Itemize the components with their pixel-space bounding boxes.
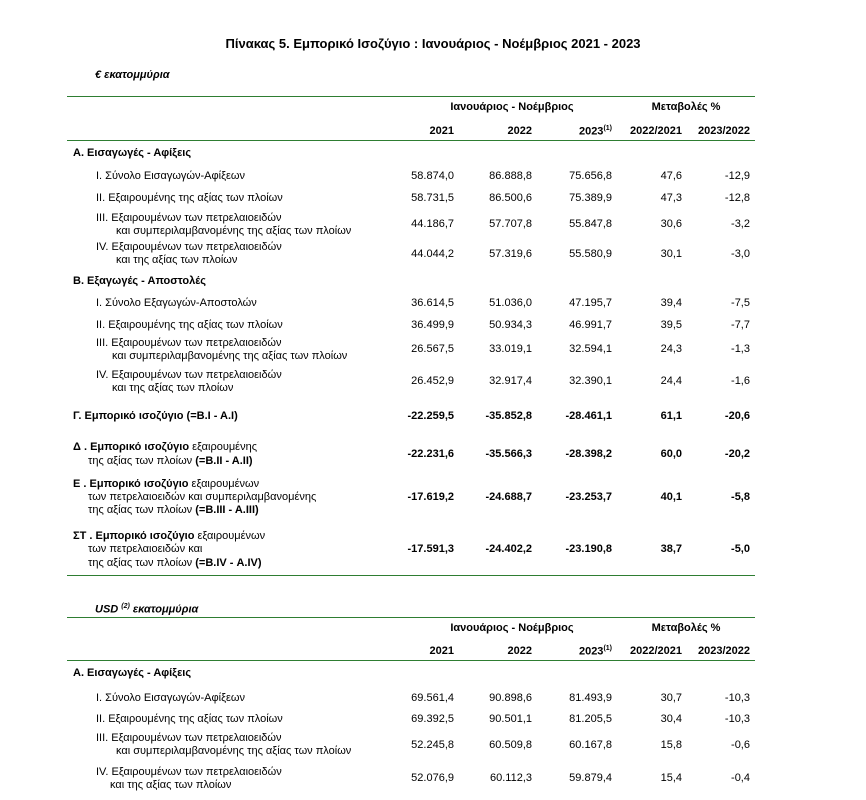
cell: 90.898,6 <box>489 692 532 704</box>
row-label-e-line2: των πετρελαιοειδών και συμπεριλαμβανομένης <box>88 491 317 503</box>
cell: -20,2 <box>724 448 750 460</box>
cell: 52.245,8 <box>411 739 454 751</box>
cell: 32.390,1 <box>569 375 612 387</box>
cell: 46.991,7 <box>569 319 612 331</box>
cell: 57.319,6 <box>489 248 532 260</box>
cell: 30,6 <box>660 218 682 230</box>
cell: 36.499,9 <box>411 319 454 331</box>
row-label-d-line2: της αξίας των πλοίων (=Β.ΙΙ - Α.ΙΙ) <box>88 455 253 467</box>
cell: -22.259,5 <box>407 410 454 422</box>
col-2023-usd: 2023$^{(1)}$ <box>578 645 612 658</box>
cell: -10,3 <box>724 713 750 725</box>
row-label: ΙΙ. Εξαιρουμένης της αξίας των πλοίων <box>96 319 283 331</box>
cell: 40,1 <box>660 491 682 503</box>
cell: -1,6 <box>731 375 750 387</box>
cell: 69.392,5 <box>411 713 454 725</box>
period-header-eur: Ιανουάριος - Νοέμβριος <box>450 101 574 113</box>
row-label: ΙΙ. Εξαιρουμένης της αξίας των πλοίων <box>96 713 283 725</box>
cell: -23.253,7 <box>565 491 612 503</box>
rule-bottom-eur <box>67 575 755 576</box>
cell: -5,0 <box>731 543 750 555</box>
cell: -20,6 <box>724 410 750 422</box>
cell: -12,8 <box>724 192 750 204</box>
row-label-st-line3: της αξίας των πλοίων (=Β.IV - Α.IV) <box>88 557 262 569</box>
cell: 60,0 <box>660 448 682 460</box>
period-header-usd: Ιανουάριος - Νοέμβριος <box>450 622 574 634</box>
col-change1-eur: 2022/2021 <box>630 125 682 137</box>
row-label: και συμπεριλαμβανομένης της αξίας των πλοίων <box>116 225 352 237</box>
cell: 55.847,8 <box>569 218 612 230</box>
rule-header-usd <box>67 660 755 661</box>
change-header-usd: Μεταβολές % <box>651 622 721 634</box>
cell: -35.566,3 <box>485 448 532 460</box>
cell: 24,4 <box>660 375 682 387</box>
cell: -28.398,2 <box>565 448 612 460</box>
cell: 59.879,4 <box>569 772 612 784</box>
col-change2-usd: 2023/2022 <box>698 645 750 657</box>
cell: -17.619,2 <box>407 491 454 503</box>
cell: 55.580,9 <box>569 248 612 260</box>
cell: 47,3 <box>660 192 682 204</box>
cell: -7,5 <box>731 297 750 309</box>
cell: 50.934,3 <box>489 319 532 331</box>
cell: -7,7 <box>731 319 750 331</box>
cell: -3,2 <box>731 218 750 230</box>
cell: 47,6 <box>660 170 682 182</box>
rule-header-eur <box>67 140 755 141</box>
cell: -12,9 <box>724 170 750 182</box>
cell: 26.567,5 <box>411 343 454 355</box>
section-b-eur: Β. Εξαγωγές - Αποστολές <box>73 275 206 287</box>
cell: -22.231,6 <box>407 448 454 460</box>
cell: 52.076,9 <box>411 772 454 784</box>
row-label: Ι. Σύνολο Εξαγωγών-Αποστολών <box>96 297 257 309</box>
table-title: Πίνακας 5. Εμπορικό Ισοζύγιο : Ιανουάριος - Νοέμβριος 2021 - 2023 <box>225 36 641 51</box>
col-2021-usd: 2021 <box>429 645 454 657</box>
cell: 81.493,9 <box>569 692 612 704</box>
cell: -1,3 <box>731 343 750 355</box>
cell: 36.614,5 <box>411 297 454 309</box>
cell: 24,3 <box>660 343 682 355</box>
cell: -24.688,7 <box>485 491 532 503</box>
cell: 47.195,7 <box>569 297 612 309</box>
cell: 44.044,2 <box>411 248 454 260</box>
cell: 86.888,8 <box>489 170 532 182</box>
cell: 30,1 <box>660 248 682 260</box>
cell: 60.509,8 <box>489 739 532 751</box>
cell: 39,4 <box>660 297 682 309</box>
row-label: και της αξίας των πλοίων <box>116 254 238 266</box>
cell: -35.852,8 <box>485 410 532 422</box>
cell: 60.167,8 <box>569 739 612 751</box>
cell: 69.561,4 <box>411 692 454 704</box>
cell: 30,7 <box>660 692 682 704</box>
col-change1-usd: 2022/2021 <box>630 645 682 657</box>
cell: -28.461,1 <box>565 410 612 422</box>
cell: -5,8 <box>731 491 750 503</box>
row-label: IV. Εξαιρουμένων των πετρελαιοειδών <box>96 241 282 253</box>
cell: -3,0 <box>731 248 750 260</box>
row-label-e-line3: της αξίας των πλοίων (=Β.ΙΙΙ - Α.ΙΙΙ) <box>88 504 259 516</box>
cell: 33.019,1 <box>489 343 532 355</box>
cell: 38,7 <box>660 543 682 555</box>
col-change2-eur: 2023/2022 <box>698 125 750 137</box>
col-2021-eur: 2021 <box>429 125 454 137</box>
row-label: ΙΙΙ. Εξαιρουμένων των πετρελαιοειδών <box>96 212 282 224</box>
rule-top-eur <box>67 96 755 97</box>
section-a-usd: Α. Εισαγωγές - Αφίξεις <box>73 667 192 679</box>
cell: 32.594,1 <box>569 343 612 355</box>
row-label: και συμπεριλαμβανομένης της αξίας των πλοίων <box>116 745 352 757</box>
cell: -23.190,8 <box>565 543 612 555</box>
cell: 57.707,8 <box>489 218 532 230</box>
row-label: ΙΙ. Εξαιρουμένης της αξίας των πλοίων <box>96 192 283 204</box>
col-2022-eur: 2022 <box>507 125 532 137</box>
cell: 26.452,9 <box>411 375 454 387</box>
cell: 58.874,0 <box>411 170 454 182</box>
col-2023-eur: 2023$^{(1)}$ <box>578 125 612 138</box>
cell: 15,4 <box>660 772 682 784</box>
cell: 39,5 <box>660 319 682 331</box>
cell: -24.402,2 <box>485 543 532 555</box>
rule-top-usd <box>67 617 755 618</box>
cell: 81.205,5 <box>569 713 612 725</box>
section-a-eur: Α. Εισαγωγές - Αφίξεις <box>73 147 192 159</box>
cell: -17.591,3 <box>407 543 454 555</box>
row-label-d: Δ . Εμπορικό ισοζύγιο εξαιρουμένης <box>73 441 257 453</box>
row-label-st-line2: των πετρελαιοειδών και <box>88 543 203 555</box>
cell: 58.731,5 <box>411 192 454 204</box>
cell: -0,6 <box>731 739 750 751</box>
row-label-st: ΣΤ . Εμπορικό ισοζύγιο εξαιρουμένων <box>73 530 266 542</box>
cell: 75.389,9 <box>569 192 612 204</box>
cell: 51.036,0 <box>489 297 532 309</box>
cell: 44.186,7 <box>411 218 454 230</box>
row-label: και της αξίας των πλοίων <box>112 382 234 394</box>
cell: 75.656,8 <box>569 170 612 182</box>
cell: -10,3 <box>724 692 750 704</box>
row-label-g: Γ. Εμπορικό ισοζύγιο (=Β.Ι - Α.Ι) <box>73 410 238 422</box>
cell: 32.917,4 <box>489 375 532 387</box>
cell: 30,4 <box>660 713 682 725</box>
row-label: Ι. Σύνολο Εισαγωγών-Αφίξεων <box>96 170 245 182</box>
row-label: ΙΙΙ. Εξαιρουμένων των πετρελαιοειδών <box>96 732 282 744</box>
cell: -0,4 <box>731 772 750 784</box>
cell: 15,8 <box>660 739 682 751</box>
cell: 61,1 <box>660 410 682 422</box>
row-label: ΙΙΙ. Εξαιρουμένων των πετρελαιοειδών <box>96 337 282 349</box>
row-label: IV. Εξαιρουμένων των πετρελαιοειδών <box>96 369 282 381</box>
row-label: IV. Εξαιρουμένων των πετρελαιοειδών <box>96 766 282 778</box>
cell: 90.501,1 <box>489 713 532 725</box>
cell: 86.500,6 <box>489 192 532 204</box>
row-label: και συμπεριλαμβανομένης της αξίας των πλοίων <box>112 350 348 362</box>
cell: 60.112,3 <box>489 772 532 784</box>
row-label-e: Ε . Εμπορικό ισοζύγιο εξαιρουμένων <box>73 478 260 490</box>
row-label: και της αξίας των πλοίων <box>110 779 232 791</box>
unit-label-eur: € εκατομμύρια <box>95 69 170 81</box>
change-header-eur: Μεταβολές % <box>651 101 721 113</box>
col-2022-usd: 2022 <box>507 645 532 657</box>
row-label: Ι. Σύνολο Εισαγωγών-Αφίξεων <box>96 692 245 704</box>
unit-label-usd: USD $^{(2)}$ εκατομμύρια <box>95 603 199 616</box>
